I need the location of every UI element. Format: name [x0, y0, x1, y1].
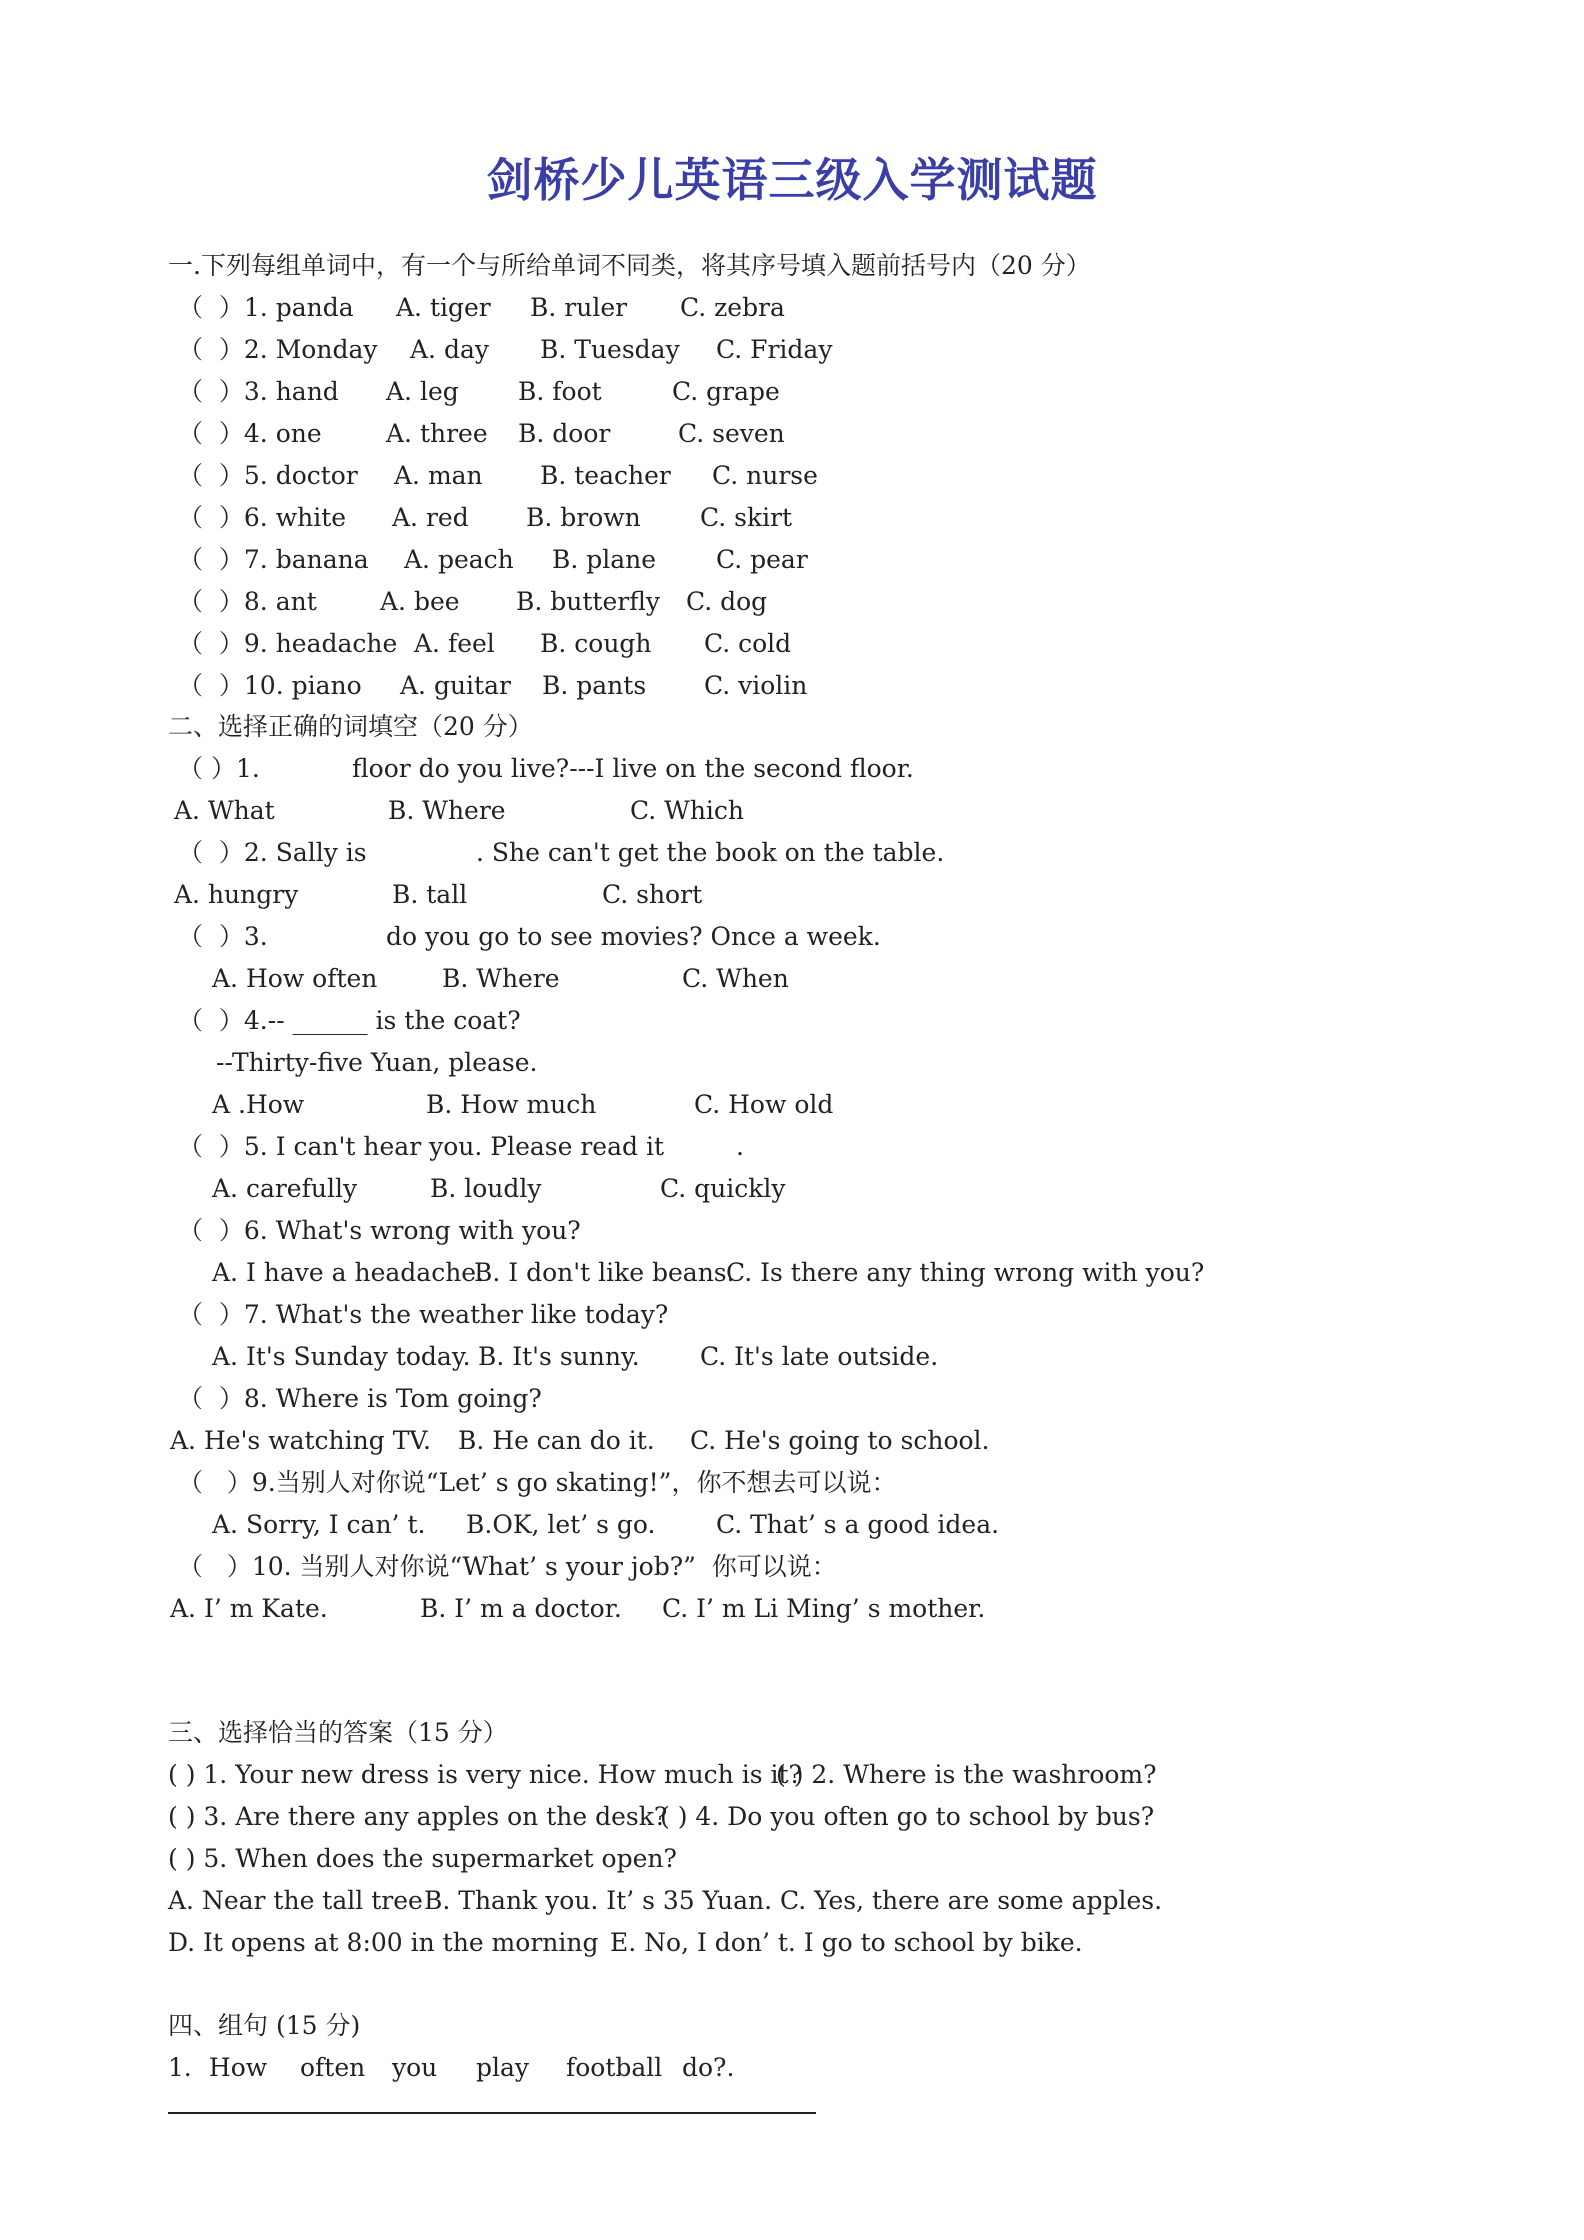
s2-q8-opt-c: C. He's going to school.: [690, 1426, 990, 1455]
s4-q1-word: football: [566, 2053, 663, 2082]
s4-q1-word: 1．How: [168, 2053, 268, 2082]
s1-option-b: B. ruler: [530, 293, 628, 322]
s2-q4: （ ）4.-- ______ is the coat?: [178, 1006, 521, 1035]
s2-q10: （ ）10. 当别人对你说“What’ s your job?” 你可以说：: [178, 1552, 837, 1581]
s1-option-c: C. Friday: [716, 335, 833, 364]
section4-heading: 四、组句 (15 分): [168, 2011, 361, 2040]
s2-q8: （ ）8. Where is Tom going?: [178, 1384, 542, 1413]
s3-q1: ( ) 1. Your new dress is very nice. How much is it?: [168, 1760, 802, 1789]
s2-q1-opt-c: C. Which: [630, 796, 745, 825]
s2-q1-opt-b: B. Where: [388, 796, 506, 825]
s3-q5: ( ) 5. When does the supermarket open?: [168, 1844, 677, 1873]
s3-q4: ( ) 4. Do you often go to school by bus?: [660, 1802, 1155, 1831]
s2-q5-opt-b: B. loudly: [430, 1174, 542, 1203]
s1-question: （ ）3. hand: [178, 377, 339, 406]
s2-q7-opt-c: C. It's late outside.: [700, 1342, 939, 1371]
s2-q9-opt-b: B.OK, let’ s go.: [466, 1510, 656, 1539]
s1-question: （ ）8. ant: [178, 587, 317, 616]
s2-q1: （ ）1.: [178, 754, 260, 783]
s4-q1-word: you: [392, 2053, 438, 2082]
s1-option-a: A. guitar: [400, 671, 511, 700]
s2-q4-opt-c: C. How old: [694, 1090, 834, 1119]
s3-opt-c: C. Yes, there are some apples.: [780, 1886, 1163, 1915]
s2-q2-text: . She can't get the book on the table.: [476, 838, 945, 867]
s1-option-c: C. pear: [716, 545, 808, 574]
s2-q6-opt-c: C. Is there any thing wrong with you?: [726, 1258, 1205, 1287]
s1-option-b: B. teacher: [540, 461, 671, 490]
s3-q3: ( ) 3. Are there any apples on the desk?: [168, 1802, 668, 1831]
page-title: 剑桥少儿英语三级入学测试题: [486, 153, 1098, 207]
s2-q3-text: do you go to see movies? Once a week.: [386, 922, 881, 951]
s1-option-a: A. leg: [386, 377, 459, 406]
s2-q2-opt-c: C. short: [602, 880, 703, 909]
s1-option-c: C. dog: [686, 587, 768, 616]
s2-q7: （ ）7. What's the weather like today?: [178, 1300, 669, 1329]
s3-opt-d: D. It opens at 8:00 in the morning: [168, 1928, 599, 1957]
s1-option-a: A. bee: [380, 587, 460, 616]
s2-q2-opt-b: B. tall: [392, 880, 468, 909]
s1-question: （ ）10. piano: [178, 671, 362, 700]
s1-option-a: A. three: [386, 419, 488, 448]
s4-q1-word: do?.: [682, 2053, 735, 2082]
s2-q9-opt-a: A. Sorry, I can’ t.: [212, 1510, 426, 1539]
s2-q1-opt-a: A. What: [174, 796, 275, 825]
s2-q9: （ ）9.当别人对你说“Let’ s go skating!”，你不想去可以说：: [178, 1468, 897, 1497]
s2-q9-opt-c: C. That’ s a good idea.: [716, 1510, 1000, 1539]
s3-q2: ( ) 2. Where is the washroom?: [776, 1760, 1157, 1789]
s2-q8-opt-a: A. He's watching TV.: [170, 1426, 431, 1455]
s2-q10-opt-b: B. I’ m a doctor.: [420, 1594, 622, 1623]
s1-option-b: B. cough: [540, 629, 652, 658]
s1-question: （ ）4. one: [178, 419, 322, 448]
s2-q6-opt-b: B. I don't like beans.: [474, 1258, 735, 1287]
s1-question: （ ）9. headache: [178, 629, 398, 658]
s4-q1-word: often: [300, 2053, 366, 2082]
s1-option-a: A. peach: [404, 545, 514, 574]
s2-q5-opt-c: C. quickly: [660, 1174, 786, 1203]
s2-q6: （ ）6. What's wrong with you?: [178, 1216, 581, 1245]
s2-q5: （ ）5. I can't hear you. Please read it: [178, 1132, 664, 1161]
s2-q10-opt-c: C. I’ m Li Ming’ s mother.: [662, 1594, 986, 1623]
s2-q3-opt-c: C. When: [682, 964, 789, 993]
s4-q1-word: play: [476, 2053, 530, 2082]
s1-option-c: C. skirt: [700, 503, 793, 532]
answer-line[interactable]: [168, 2112, 816, 2114]
s1-option-b: B. Tuesday: [540, 335, 680, 364]
s2-q1-text: floor do you live?---I live on the second floor.: [352, 754, 914, 783]
s2-q8-opt-b: B. He can do it.: [458, 1426, 655, 1455]
s2-q5-opt-a: A. carefully: [212, 1174, 358, 1203]
section3-heading: 三、选择恰当的答案（15 分）: [168, 1718, 508, 1747]
s2-q3: （ ）3.: [178, 922, 268, 951]
s2-q7-opt-a: A. It's Sunday today.: [212, 1342, 471, 1371]
s2-q4-opt-a: A .How: [212, 1090, 305, 1119]
s2-q4-reply: --Thirty-five Yuan, please.: [216, 1048, 538, 1077]
s1-option-a: A. day: [410, 335, 489, 364]
s1-option-c: C. zebra: [680, 293, 785, 322]
s1-option-c: C. violin: [704, 671, 808, 700]
s2-q6-opt-a: A. I have a headache.: [212, 1258, 485, 1287]
s1-option-c: C. nurse: [712, 461, 818, 490]
s1-option-c: C. cold: [704, 629, 792, 658]
s1-option-b: B. door: [518, 419, 611, 448]
s1-question: （ ）7. banana: [178, 545, 369, 574]
s1-question: （ ）1. panda: [178, 293, 354, 322]
s2-q4-opt-b: B. How much: [426, 1090, 597, 1119]
s1-option-a: A. tiger: [396, 293, 491, 322]
s1-option-a: A. feel: [414, 629, 495, 658]
s2-q7-opt-b: B. It's sunny.: [478, 1342, 640, 1371]
s1-option-c: C. seven: [678, 419, 785, 448]
s2-q2-opt-a: A. hungry: [174, 880, 299, 909]
s2-q5-end: .: [736, 1132, 744, 1161]
section2-heading: 二、选择正确的词填空（20 分）: [168, 712, 533, 741]
s1-option-c: C. grape: [672, 377, 780, 406]
section1-heading: 一.下列每组单词中，有一个与所给单词不同类，将其序号填入题前括号内（20 分）: [168, 251, 1091, 280]
s1-option-b: B. foot: [518, 377, 602, 406]
s1-option-a: A. red: [392, 503, 469, 532]
s1-option-b: B. plane: [552, 545, 657, 574]
s1-question: （ ）2. Monday: [178, 335, 378, 364]
s1-option-b: B. butterfly: [516, 587, 661, 616]
s2-q3-opt-a: A. How often: [212, 964, 378, 993]
s1-option-b: B. brown: [526, 503, 641, 532]
s3-opt-b: B. Thank you. It’ s 35 Yuan.: [424, 1886, 773, 1915]
s1-question: （ ）6. white: [178, 503, 347, 532]
s1-question: （ ）5. doctor: [178, 461, 358, 490]
s1-option-a: A. man: [394, 461, 483, 490]
s2-q3-opt-b: B. Where: [442, 964, 560, 993]
s2-q2: （ ）2. Sally is: [178, 838, 367, 867]
s2-q10-opt-a: A. I’ m Kate.: [170, 1594, 328, 1623]
s3-opt-a: A. Near the tall tree: [168, 1886, 423, 1915]
s3-opt-e: E. No, I don’ t. I go to school by bike.: [610, 1928, 1083, 1957]
s1-option-b: B. pants: [542, 671, 647, 700]
